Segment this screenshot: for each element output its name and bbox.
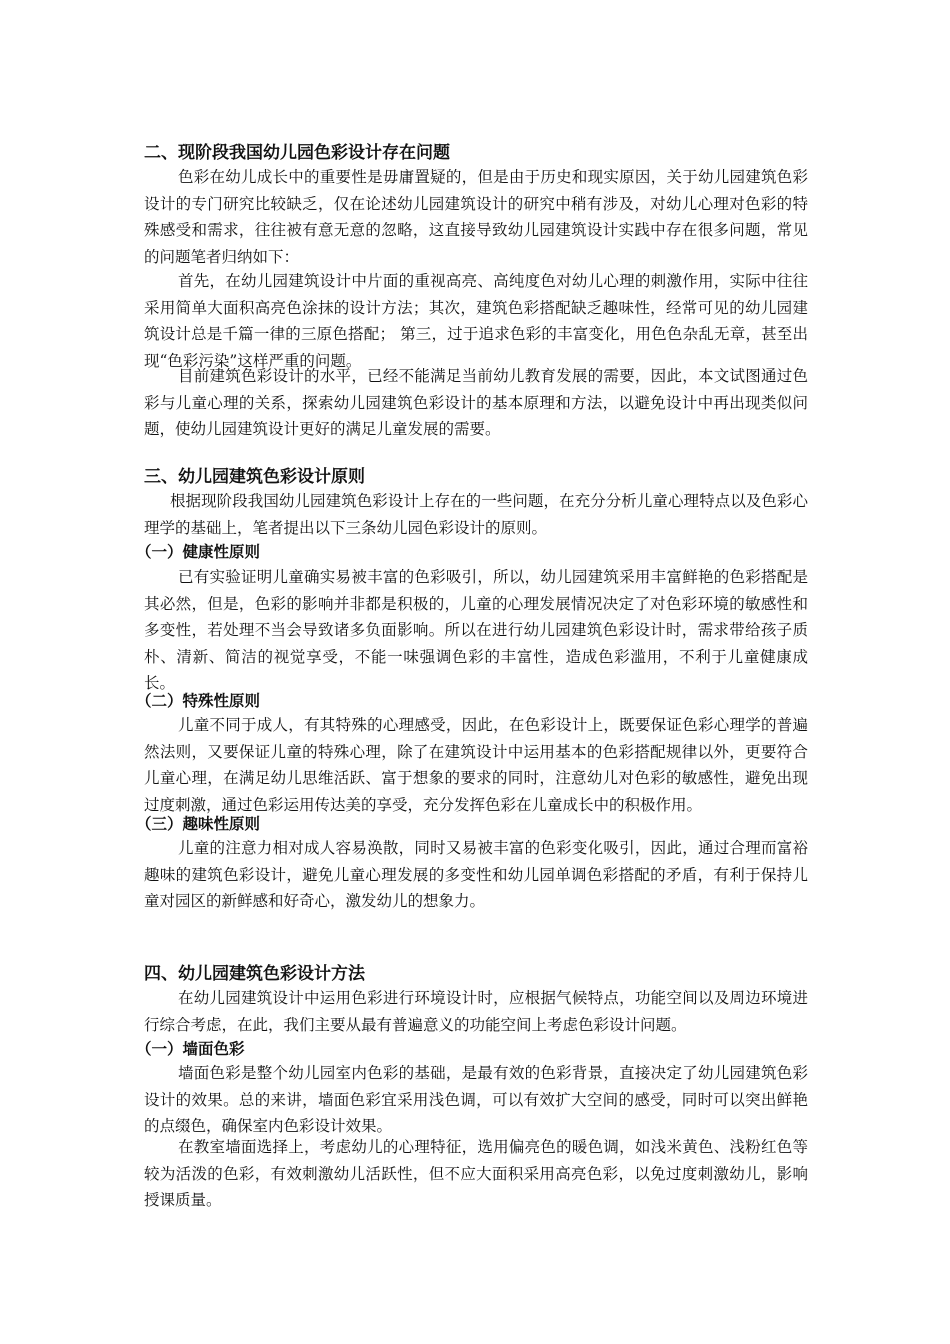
- section-2-paragraph-3: 目前建筑色彩设计的水平，已经不能满足当前幼儿教育发展的需要，因此，本文试图通过色彩与儿童心理的关系，探索幼儿园建筑色彩设计的基本原理和方法，以避免设计中再出现类似问题，使幼儿园建筑设计更好的满足儿童发展的需要。: [144, 367, 808, 439]
- section-3-sub-2-heading: （二）特殊性原则: [136, 691, 261, 710]
- section-3-sub-1-paragraph: 已有实验证明儿童确实易被丰富的色彩吸引，所以，幼儿园建筑采用丰富鲜艳的色彩搭配是其必然，但是，色彩的影响并非都是积极的，儿童的心理发展情况决定了对色彩环境的敏感性和多变性，若处理不当会导致诸多负面影响。所以在进行幼儿园建筑色彩设计时，需求带给孩子质朴、清新、简洁的视觉享受，不能一味强调色彩的丰富性，造成色彩滥用，不利于儿童健康成长。: [144, 568, 808, 693]
- section-4-intro: 在幼儿园建筑设计中运用色彩进行环境设计时，应根据气候特点，功能空间以及周边环境进行综合考虑，在此，我们主要从最有普遍意义的功能空间上考虑色彩设计问题。: [144, 989, 808, 1034]
- section-3-heading: 三、幼儿园建筑色彩设计原则: [144, 467, 365, 487]
- section-2-heading: 二、现阶段我国幼儿园色彩设计存在问题: [144, 143, 450, 163]
- section-3-intro: 根据现阶段我国幼儿园建筑色彩设计上存在的一些问题，在充分分析儿童心理特点以及色彩心理学的基础上，笔者提出以下三条幼儿园色彩设计的原则。: [144, 492, 808, 537]
- section-4-sub-1-heading: （一）墙面色彩: [136, 1039, 245, 1058]
- section-4-sub-1-paragraph-2: 在教室墙面选择上，考虑幼儿的心理特征，选用偏亮色的暖色调，如浅米黄色、浅粉红色等较为活泼的色彩，有效刺激幼儿活跃性，但不应大面积采用高亮色彩，以免过度刺激幼儿，影响授课质量。: [144, 1138, 808, 1210]
- section-3-sub-1-heading: （一）健康性原则: [136, 542, 261, 561]
- section-3-sub-2-paragraph: 儿童不同于成人，有其特殊的心理感受，因此，在色彩设计上，既要保证色彩心理学的普遍然法则，又要保证儿童的特殊心理，除了在建筑设计中运用基本的色彩搭配规律以外，更要符合儿童心理，在满足幼儿思维活跃、富于想象的要求的同时，注意幼儿对色彩的敏感性，避免出现过度刺激，通过色彩运用传达美的享受，充分发挥色彩在儿童成长中的积极作用。: [144, 716, 808, 814]
- section-2-paragraph-2: 首先，在幼儿园建筑设计中片面的重视高亮、高纯度色对幼儿心理的刺激作用，实际中往往采用简单大面积高亮色涂抹的设计方法；其次，建筑色彩搭配缺乏趣味性，经常可见的幼儿园建筑设计总是千篇一律的三原色搭配； 第三，过于追求色彩的丰富变化，用色色杂乱无章，甚至出现“色彩污染”这样严重的问题。: [144, 272, 808, 370]
- section-3-sub-3-paragraph: 儿童的注意力相对成人容易涣散，同时又易被丰富的色彩变化吸引，因此，通过合理而富裕趣味的建筑色彩设计，避免儿童心理发展的多变性和幼儿园单调色彩搭配的矛盾，有利于保持儿童对园区的新鲜感和好奇心，激发幼儿的想象力。: [144, 839, 808, 911]
- section-2-paragraph-1: 色彩在幼儿成长中的重要性是毋庸置疑的，但是由于历史和现实原因，关于幼儿园建筑色彩设计的专门研究比较缺乏，仅在论述幼儿园建筑设计的研究中稍有涉及，对幼儿心理对色彩的特殊感受和需求，往往被有意无意的忽略，这直接导致幼儿园建筑设计实践中存在很多问题，常见的问题笔者归纳如下：: [144, 168, 808, 266]
- section-3-sub-3-heading: （三）趣味性原则: [136, 814, 261, 833]
- section-4-sub-1-paragraph-1: 墙面色彩是整个幼儿园室内色彩的基础，是最有效的色彩背景，直接决定了幼儿园建筑色彩设计的效果。总的来讲，墙面色彩宜采用浅色调，可以有效扩大空间的感受，同时可以突出鲜艳的点缀色，确保室内色彩设计效果。: [144, 1064, 808, 1136]
- section-4-heading: 四、幼儿园建筑色彩设计方法: [144, 964, 365, 984]
